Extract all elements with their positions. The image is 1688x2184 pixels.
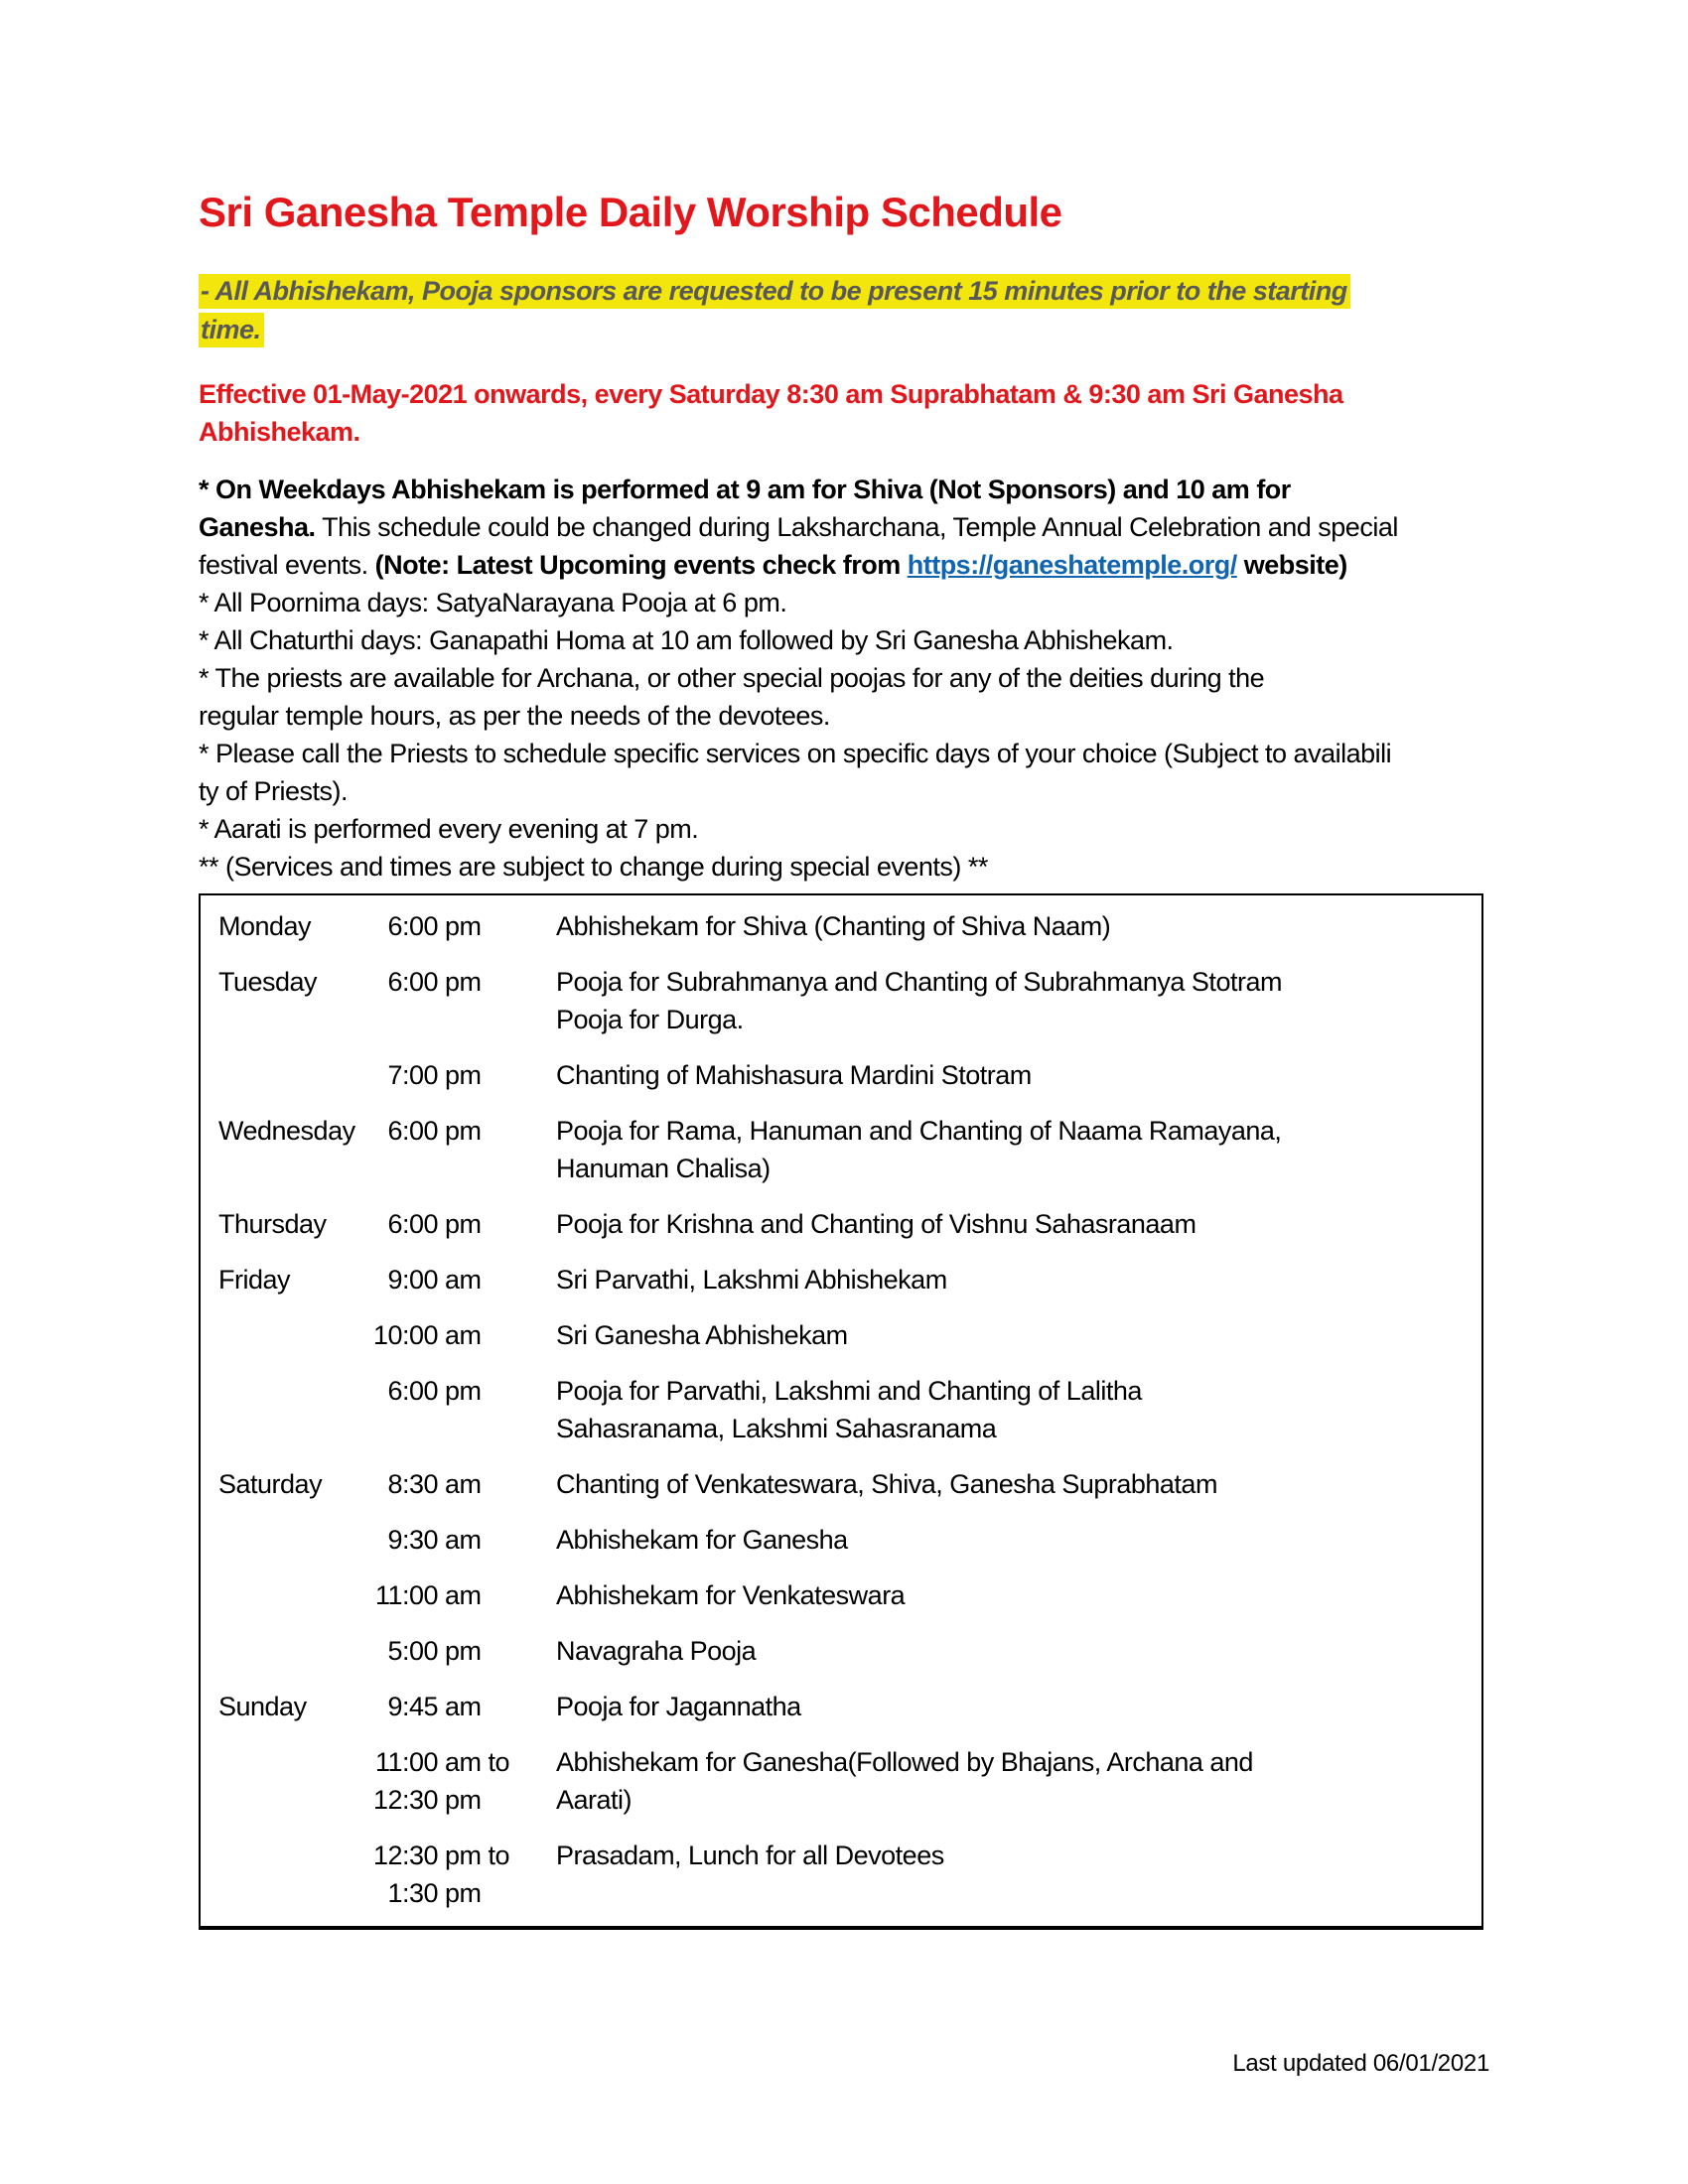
activity-line: Sri Ganesha Abhishekam (556, 1320, 848, 1350)
time-line (372, 1112, 556, 1150)
info-text-segment: * The priests are available for Archana, or other special poojas for any of the deities during the (199, 663, 1265, 693)
time-hour: 6 (387, 967, 402, 997)
time-rest: :00 pm (402, 967, 482, 997)
info-text-segment: festival events. (199, 550, 375, 580)
info-text-segment: * On Weekdays Abhishekam is performed at 9 am for Shiva (Not Sponsors) and 10 am for (199, 475, 1291, 504)
info-text-segment: * All Poornima days: SatyaNarayana Pooja at 6 pm. (199, 588, 787, 617)
time-line (372, 1261, 556, 1298)
table-row (201, 1261, 1481, 1298)
time-cell (372, 1261, 556, 1298)
table-row (201, 1837, 1481, 1912)
effective-line: Effective 01-May-2021 onwards, every Saturday 8:30 am Suprabhatam & 9:30 am Sri Ganesha (199, 379, 1343, 409)
info-line (199, 848, 1489, 886)
table-row (201, 1632, 1481, 1670)
time-hour: 12 (372, 1841, 402, 1870)
time-rest: :00 pm (402, 1636, 482, 1666)
info-text-segment: website) (1236, 550, 1347, 580)
time-cell (372, 1056, 556, 1094)
table-row (201, 1521, 1481, 1559)
time-rest: :00 am to (402, 1747, 510, 1777)
time-hour: 6 (387, 1209, 402, 1239)
table-row (201, 907, 1481, 945)
time-cell (372, 1112, 556, 1150)
info-text-segment: This schedule could be changed during Laksharchana, Temple Annual Celebration and special (315, 512, 1398, 542)
day-cell (201, 963, 372, 1001)
info-line (199, 508, 1489, 546)
activity-line: Chanting of Venkateswara, Shiva, Ganesha Suprabhatam (556, 1469, 1217, 1499)
activity-cell (556, 1688, 1481, 1725)
highlighted-text: - All Abhishekam, Pooja sponsors are requested to be present 15 minutes prior to the starting (199, 274, 1350, 309)
activity-cell (556, 1632, 1481, 1670)
effective-note (199, 375, 1489, 451)
time-hour: 8 (387, 1469, 402, 1499)
time-hour: 11 (374, 1747, 402, 1777)
document-content (199, 0, 1489, 1930)
activity-cell (556, 1372, 1481, 1447)
notice-banner (199, 274, 1489, 351)
time-rest: :00 pm (402, 1116, 482, 1146)
activity-cell (556, 1056, 1481, 1094)
time-cell (372, 907, 556, 945)
activity-line: Sri Parvathi, Lakshmi Abhishekam (556, 1265, 947, 1295)
table-row (201, 1112, 1481, 1187)
info-text-segment: ty of Priests). (199, 776, 349, 806)
time-rest: :00 am (402, 1580, 482, 1610)
activity-cell (556, 1743, 1481, 1819)
time-line (372, 1781, 556, 1819)
day-label: Wednesday (218, 1116, 355, 1146)
time-hour: 12 (372, 1785, 402, 1815)
table-row (201, 963, 1481, 1038)
info-line (199, 621, 1489, 659)
activity-line: Abhishekam for Shiva (Chanting of Shiva Naam) (556, 911, 1111, 941)
time-cell (372, 1316, 556, 1354)
time-cell (372, 1372, 556, 1410)
day-cell (201, 1688, 372, 1725)
time-hour: 5 (387, 1636, 402, 1666)
time-line (372, 1837, 556, 1874)
time-rest: :00 pm (402, 911, 482, 941)
activity-line: Pooja for Rama, Hanuman and Chanting of Naama Ramayana, (556, 1116, 1282, 1146)
day-cell (201, 1205, 372, 1243)
table-row (201, 1205, 1481, 1243)
table-row (201, 1688, 1481, 1725)
notice-line (199, 313, 1489, 351)
activity-line: Navagraha Pooja (556, 1636, 757, 1666)
notice-line (199, 274, 1489, 313)
time-line (372, 1576, 556, 1614)
info-text-segment: * Aarati is performed every evening at 7 pm. (199, 814, 699, 844)
activity-cell (556, 1316, 1481, 1354)
table-row (201, 1316, 1481, 1354)
table-row (201, 1465, 1481, 1503)
time-cell (372, 963, 556, 1001)
info-text-segment: (Note: Latest Upcoming events check from (374, 550, 908, 580)
time-rest: :00 pm (402, 1209, 482, 1239)
activity-line: Pooja for Parvathi, Lakshmi and Chanting of Lalitha (556, 1376, 1142, 1406)
time-cell (372, 1576, 556, 1614)
activity-cell (556, 1465, 1481, 1503)
time-cell (372, 1688, 556, 1725)
time-rest: :30 pm to (402, 1841, 510, 1870)
info-line (199, 471, 1489, 508)
info-text-segment: * All Chaturthi days: Ganapathi Homa at 10 am followed by Sri Ganesha Abhishekam. (199, 625, 1174, 655)
time-hour: 9 (387, 1265, 402, 1295)
activity-line: Abhishekam for Venkateswara (556, 1580, 906, 1610)
time-cell (372, 1743, 556, 1819)
activity-line: Sahasranama, Lakshmi Sahasranama (556, 1414, 997, 1443)
time-rest: :30 am (402, 1525, 482, 1555)
activity-line: Pooja for Krishna and Chanting of Vishnu Sahasranaam (556, 1209, 1196, 1239)
table-row (201, 1576, 1481, 1614)
schedule-table (199, 893, 1483, 1930)
time-line (372, 1743, 556, 1781)
time-line (372, 907, 556, 945)
time-line (372, 1874, 556, 1912)
activity-cell (556, 1261, 1481, 1298)
effective-line: Abhishekam. (199, 417, 360, 447)
activity-cell (556, 1112, 1481, 1187)
info-text-segment: Ganesha. (199, 512, 316, 542)
time-line (372, 1316, 556, 1354)
highlighted-text: time. (199, 313, 264, 347)
time-line (372, 1205, 556, 1243)
info-line (199, 546, 1489, 584)
info-line (199, 659, 1489, 697)
info-section (199, 471, 1489, 886)
info-line (199, 772, 1489, 810)
time-cell (372, 1205, 556, 1243)
temple-website-link[interactable]: https://ganeshatemple.org/ (907, 550, 1237, 580)
info-line (199, 697, 1489, 735)
time-hour: 6 (387, 911, 402, 941)
day-label: Friday (218, 1265, 291, 1295)
activity-line: Prasadam, Lunch for all Devotees (556, 1841, 944, 1870)
time-line (372, 1688, 556, 1725)
time-hour: 1 (387, 1878, 402, 1908)
activity-line: Pooja for Subrahmanya and Chanting of Subrahmanya Stotram (556, 967, 1282, 997)
time-hour: 11 (374, 1580, 402, 1610)
activity-line: Abhishekam for Ganesha (556, 1525, 848, 1555)
day-cell (201, 907, 372, 945)
time-line (372, 1372, 556, 1410)
info-text-segment: * Please call the Priests to schedule specific services on specific days of your choice (Subject to availabili (199, 739, 1392, 768)
activity-cell (556, 1837, 1481, 1874)
time-rest: :30 pm (402, 1878, 482, 1908)
time-hour: 10 (372, 1320, 402, 1350)
time-cell (372, 1465, 556, 1503)
time-line (372, 1056, 556, 1094)
time-rest: :00 am (402, 1265, 482, 1295)
day-cell (201, 1112, 372, 1150)
time-hour: 6 (387, 1116, 402, 1146)
day-cell (201, 1261, 372, 1298)
day-label: Monday (218, 911, 312, 941)
activity-cell (556, 907, 1481, 945)
activity-line: Pooja for Jagannatha (556, 1692, 801, 1721)
time-rest: :30 pm (402, 1785, 482, 1815)
activity-line: Hanuman Chalisa) (556, 1154, 771, 1183)
time-rest: :00 am (402, 1320, 482, 1350)
time-cell (372, 1632, 556, 1670)
time-line (372, 1521, 556, 1559)
table-row (201, 1372, 1481, 1447)
day-label: Thursday (218, 1209, 327, 1239)
time-hour: 6 (387, 1376, 402, 1406)
info-text-segment: ** (Services and times are subject to change during special events) ** (199, 852, 988, 882)
activity-line: Aarati) (556, 1785, 633, 1815)
time-hour: 7 (387, 1060, 402, 1090)
time-cell (372, 1521, 556, 1559)
time-rest: :00 pm (402, 1060, 482, 1090)
info-line (199, 735, 1489, 772)
time-rest: :30 am (402, 1469, 482, 1499)
time-rest: :45 am (402, 1692, 482, 1721)
day-label: Tuesday (218, 967, 318, 997)
activity-cell (556, 1521, 1481, 1559)
info-line (199, 584, 1489, 621)
day-cell (201, 1465, 372, 1503)
activity-cell (556, 1205, 1481, 1243)
table-row (201, 1056, 1481, 1094)
activity-line: Chanting of Mahishasura Mardini Stotram (556, 1060, 1032, 1090)
table-row (201, 1743, 1481, 1819)
info-line (199, 810, 1489, 848)
time-hour: 9 (387, 1692, 402, 1721)
time-rest: :00 pm (402, 1376, 482, 1406)
time-cell (372, 1837, 556, 1912)
info-text-segment: regular temple hours, as per the needs of the devotees. (199, 701, 830, 731)
day-label: Saturday (218, 1469, 323, 1499)
time-line (372, 963, 556, 1001)
activity-line: Abhishekam for Ganesha(Followed by Bhajans, Archana and (556, 1747, 1253, 1777)
activity-line: Pooja for Durga. (556, 1005, 744, 1034)
document-title: Sri Ganesha Temple Daily Worship Schedule (199, 189, 1062, 235)
activity-cell (556, 1576, 1481, 1614)
last-updated-text: Last updated 06/01/2021 (1232, 2050, 1489, 2077)
activity-cell (556, 963, 1481, 1038)
time-line (372, 1632, 556, 1670)
time-hour: 9 (387, 1525, 402, 1555)
time-line (372, 1465, 556, 1503)
day-label: Sunday (218, 1692, 307, 1721)
